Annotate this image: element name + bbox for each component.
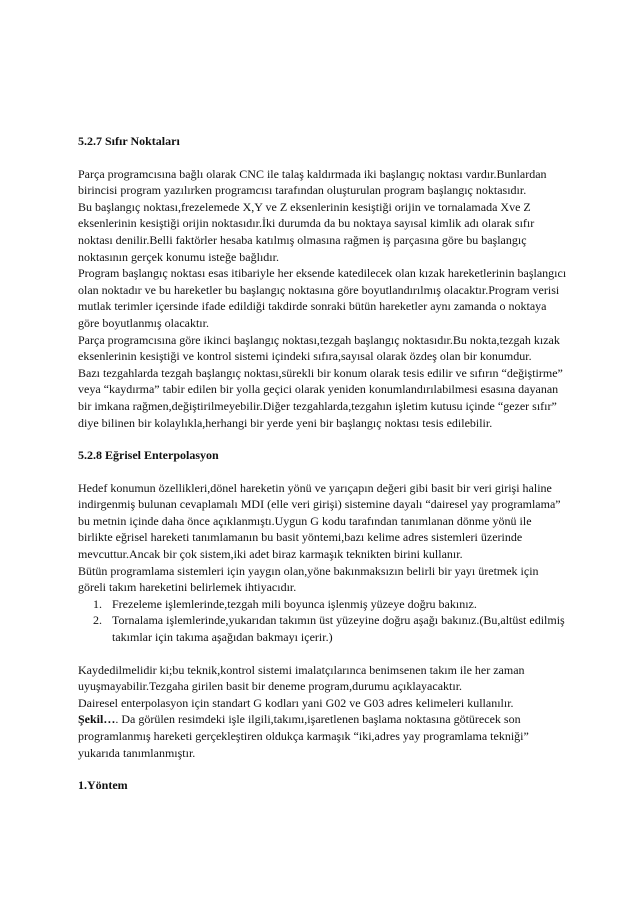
paragraph: Bazı tezgahlarda tezgah başlangıç noktası,sürekli bir konum olarak tesis edilir ve sıfırın “değiştirme” veya “kaydırma” tabir edilen bir yolla geçici olarak yeniden konumlandırılabilmesi esasına dayanan bir imkana rağmen,değiştirilmeyebilir.Diğer tezgahlarda,tezgahın işletim kutusu içinde “gezer sıfır” diye bilinen bir kolaylıkla,herhangi bir yerde yeni bir başlangıç noktası tesis edilebilir.	[78, 365, 563, 430]
paragraph: Program başlangıç noktası esas itibariyle her eksende katedilecek olan kızak hareketlerinin başlangıcı olan noktadır ve bu hareketler bu başlangıç noktasına göre boyutlandırılmış olacaktır.Program verisi mutlak terimler içersinde ifade edildiği takdirde sonraki bütün hareketler aynı zamanda o noktaya göre boyutlanmış olacaktır.	[78, 266, 567, 330]
list-number: 1.	[93, 596, 102, 611]
document-page	[78, 133, 568, 794]
paragraph: Hedef konumun özellikleri,dönel hareketin yönü ve yarıçapın değeri gibi basit bir veri girişi haline indirgenmiş bulunan cevaplamalı MDI (elle veri girişi) sistemine dayalı “dairesel yay programlama” bu metnin içinde daha önce açıklanmıştı.Uygun G kodu tarafından tanımlanan dönme yönü ile birlikte eğrisel hareketi tanımlamanın bu basit yöntemi,bazı kelime adres sistemleri üzerinde mevcuttur.Ancak bir çok sistem,iki adet biraz karmaşık teknikten birini kullanır.	[78, 480, 561, 562]
section-heading-zero-points: 5.2.7 Sıfır Noktaları	[78, 134, 180, 148]
figure-reference: Şekil…	[78, 712, 116, 727]
list-item-text: Tornalama işlemlerinde,yukarıdan takımın üst yüzeyine doğru aşağı bakınız.(Bu,altüst edilmiş takımlar için takıma aşağıdan bakmayı içerir.)	[112, 613, 565, 645]
list-item	[78, 596, 568, 613]
paragraph-text: . Da görülen resimdeki işle ilgili,takımı,işaretlenen başlama noktasına götürecek son programlanmış hareketi gerçekleştiren oldukça karmaşık “iki,adres yay programlama tekniği” yukarıda tanımlanmıştır.	[78, 712, 529, 760]
list-item	[78, 612, 568, 645]
section-heading-curved-interpolation: 5.2.8 Eğrisel Enterpolasyon	[78, 448, 219, 463]
paragraph	[78, 711, 568, 761]
numbered-list	[78, 596, 568, 646]
paragraph: Parça programcısına bağlı olarak CNC ile talaş kaldırmada iki başlangıç noktası vardır.Bunlardan birincisi program yazılırken programcısı tarafından oluşturulan program başlangıç noktasıdır.	[78, 166, 547, 198]
paragraph: Dairesel enterpolasyon için standart G kodları yani G02 ve G03 adres kelimeleri kullanılır.	[78, 695, 514, 710]
list-item-text: Frezeleme işlemlerinde,tezgah mili boyunca işlenmiş yüzeye doğru bakınız.	[112, 596, 477, 611]
paragraph: Bütün programlama sistemleri için yaygın olan,yöne bakınmaksızın belirli bir yayı üretmek için göreli takım hareketini belirlemek ihtiyacıdır.	[78, 563, 539, 595]
list-number: 2.	[93, 613, 102, 628]
section-heading-method-1: 1.Yöntem	[78, 778, 128, 793]
paragraph: Bu başlangıç noktası,frezelemede X,Y ve Z eksenlerinin kesiştiği orijin ve tornalamada Xve Z eksenlerinin kesiştiği orijin noktasıdır.İki durumda da bu noktaya sayısal kimlik adı olarak sıfır noktası denilir.Belli faktörler hesaba katılmış olmasına rağmen iş parçasına göre bu başlangıç noktasının gerçek konumu isteğe bağlıdır.	[78, 199, 535, 264]
paragraph: Kaydedilmelidir ki;bu teknik,kontrol sistemi imalatçılarınca benimsenen takım ile her zaman uyuşmayabilir.Tezgaha girilen basit bir deneme program,durumu açıklayacaktır.	[78, 662, 525, 694]
paragraph: Parça programcısına göre ikinci başlangıç noktası,tezgah başlangıç noktasıdır.Bu nokta,tezgah kızak eksenlerinin kesiştiği ve kontrol sistemi içindeki sıfıra,sayısal olarak özdeş olan bir konumdur.	[78, 332, 560, 364]
